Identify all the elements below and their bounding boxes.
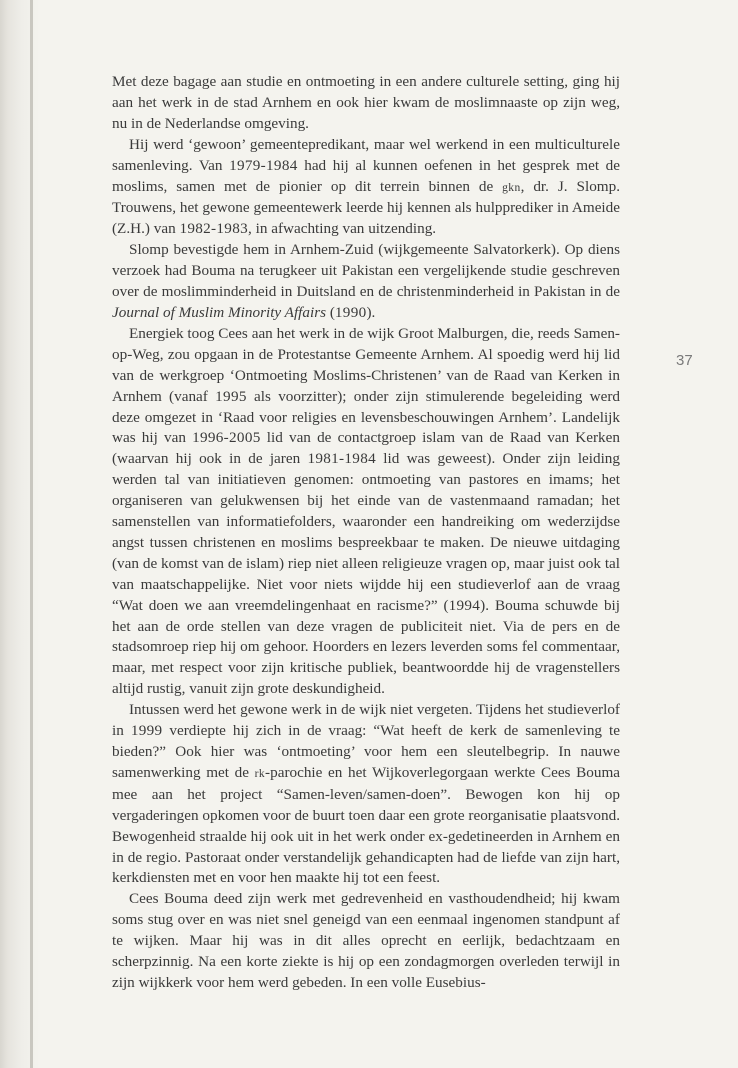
paragraph-2 (112, 135, 620, 241)
paragraph-3-text-a: Slomp bevestigde hem in Arnhem-Zuid (wijkgemeente Salvatorkerk). Op diens verzoek had Bouma na terugkeer uit Pakistan een vergelijkende studie geschreven over de moslimminderheid in Duitsland en de christenminderheid in Pakistan in de (112, 241, 620, 301)
paragraph-2-text-c: , dr. J. Slomp. Trouwens, het gewone gemeentewerk leerde hij kennen als hulpprediker in Ameide (Z.H.) van (112, 177, 620, 238)
paragraph-1-text: Met deze bagage aan studie en ontmoeting in een andere culturele setting, ging hij aan het werk in de stad Arnhem en ook hier kwam de moslimnaaste op zijn weg, nu in de Nederlandse omgeving. (112, 73, 620, 132)
paragraph-4-year-a: 1995 (215, 387, 247, 405)
paragraph-4-text-c: lid van de contactgroep islam van de Raad van Kerken (waarvan hij ook in de jaren (112, 429, 620, 468)
page-number: 37 (676, 352, 693, 369)
paragraph-2-text-a: Hij werd ‘gewoon’ gemeentepredikant, maar wel werkend in een multiculturele samenleving. Van (112, 135, 620, 174)
paragraph-3-text-b: ( (326, 303, 335, 321)
paragraph-4-text-b: als voorzitter); onder zijn stimulerende begeleiding werd deze omgezet in ‘Raad voor religies en levensbeschouwingen Arnhem’. Landelijk was hij van (112, 387, 620, 447)
paragraph-3 (112, 240, 620, 324)
paragraph-5-text-b: verdiepte hij zich in de vraag: “Wat heeft de kerk de samenleving te bieden?” Ook hier was ‘ontmoeting’ voor hem een sleutelbegrip. In nauwe samenwerking met de (112, 722, 620, 781)
paragraph-2-years-a: 1979-1984 (229, 156, 298, 174)
paragraph-5 (112, 700, 620, 889)
paragraph-4 (112, 324, 620, 700)
paragraph-5-year: 1999 (130, 722, 163, 740)
body-text (112, 72, 620, 994)
paragraph-4-text-a: Energiek toog Cees aan het werk in de wijk Groot Malburgen, die, reeds Samen-op-Weg, zou opgaan in de Protestantse Gemeente Arnhem. Al spoedig werd hij lid van de werkgroep ‘Ontmoeting Moslims-Christenen’ van de Raad van Kerken in Arnhem (vanaf (112, 324, 620, 405)
paragraph-4-year-b: 1994 (448, 596, 481, 614)
paragraph-6 (112, 889, 620, 994)
paragraph-3-text-c: ). (366, 303, 376, 321)
paragraph-1 (112, 72, 620, 135)
paragraph-2-abbreviation: gkn (502, 181, 521, 194)
paragraph-2-years-b: 1982-1983 (179, 220, 248, 238)
paragraph-2-text-b: had hij al kunnen oefenen in het gesprek met de moslims, samen met de pionier op dit terrein binnen de (112, 156, 621, 195)
paragraph-4-text-d: lid was geweest). Onder zijn leiding werden tal van initiatieven genomen: ontmoeting van pastores en imams; het organiseren van gelukwensen bij het einde van de vastenmaand ramadan; het samenstellen van informatiefolders, waaronder een handreiking om wederzijdse angst tussen christenen en moslims bespreekbaar te maken. De nieuwe uitdaging (van de komst van de islam) riep niet alleen religieuze vragen op, maar juist ook tal van maatschappelijke. Niet voor niets wijdde hij een studieverlof aan de vraag “Wat doen we aan vreemdelingenhaat en racisme?” ( (112, 450, 620, 614)
paragraph-5-text-c: -parochie en het Wijkoverlegorgaan werkte Cees Bouma mee aan het project “Samen-leven/samen-doen”. Bewogen kon hij op vergaderingen opkomen voor de buurt toen daar een grote reorganisatie plaatsvond. Bewogenheid straalde hij ook uit in het werk onder ex-gedetineerden in Arnhem en in de regio. Pastoraat onder verstandelijk gehandicapten had de liefde van zijn hart, kerkdiensten met en voor hen maakte hij tot een feest. (112, 763, 620, 887)
paragraph-2-text-d: , in afwachting van uitzending. (248, 220, 437, 238)
paragraph-5-text-a: Intussen werd het gewone werk in de wijk niet vergeten. Tijdens het studieverlof in (112, 701, 620, 740)
paragraph-4-years-a: 1996-2005 (192, 429, 261, 447)
book-gutter-shadow (0, 0, 40, 1068)
paragraph-4-years-b: 1981-1984 (307, 450, 376, 468)
paragraph-5-abbreviation: rk (254, 767, 266, 780)
paragraph-3-year: 1990 (334, 303, 367, 321)
paragraph-4-text-e: ). Bouma schuwde bij het aan de orde stellen van deze vragen de publiciteit niet. Via de pers en de stadsomroep riep hij om gehoor. Hoorders en lezers leverden soms fel commentaar, maar, met respect voor zijn kritische publiek, beantwoordde hij de vragenstellers altijd rustig, vanuit zijn grote deskundigheid. (112, 596, 620, 698)
paragraph-6-text: Cees Bouma deed zijn werk met gedrevenheid en vasthoudendheid; hij kwam soms stug over en was niet snel geneigd van een eenmaal ingenomen standpunt af te wijken. Maar hij was in dit alles oprecht en eerlijk, bedachtzaam en scherpzinnig. Na een korte ziekte is hij op een zondagmorgen overleden terwijl in zijn wijkkerk voor hem werd gebeden. In een volle Eusebius- (112, 890, 620, 991)
journal-title: Journal of Muslim Minority Affairs (112, 303, 327, 321)
book-gutter-line (30, 0, 33, 1068)
